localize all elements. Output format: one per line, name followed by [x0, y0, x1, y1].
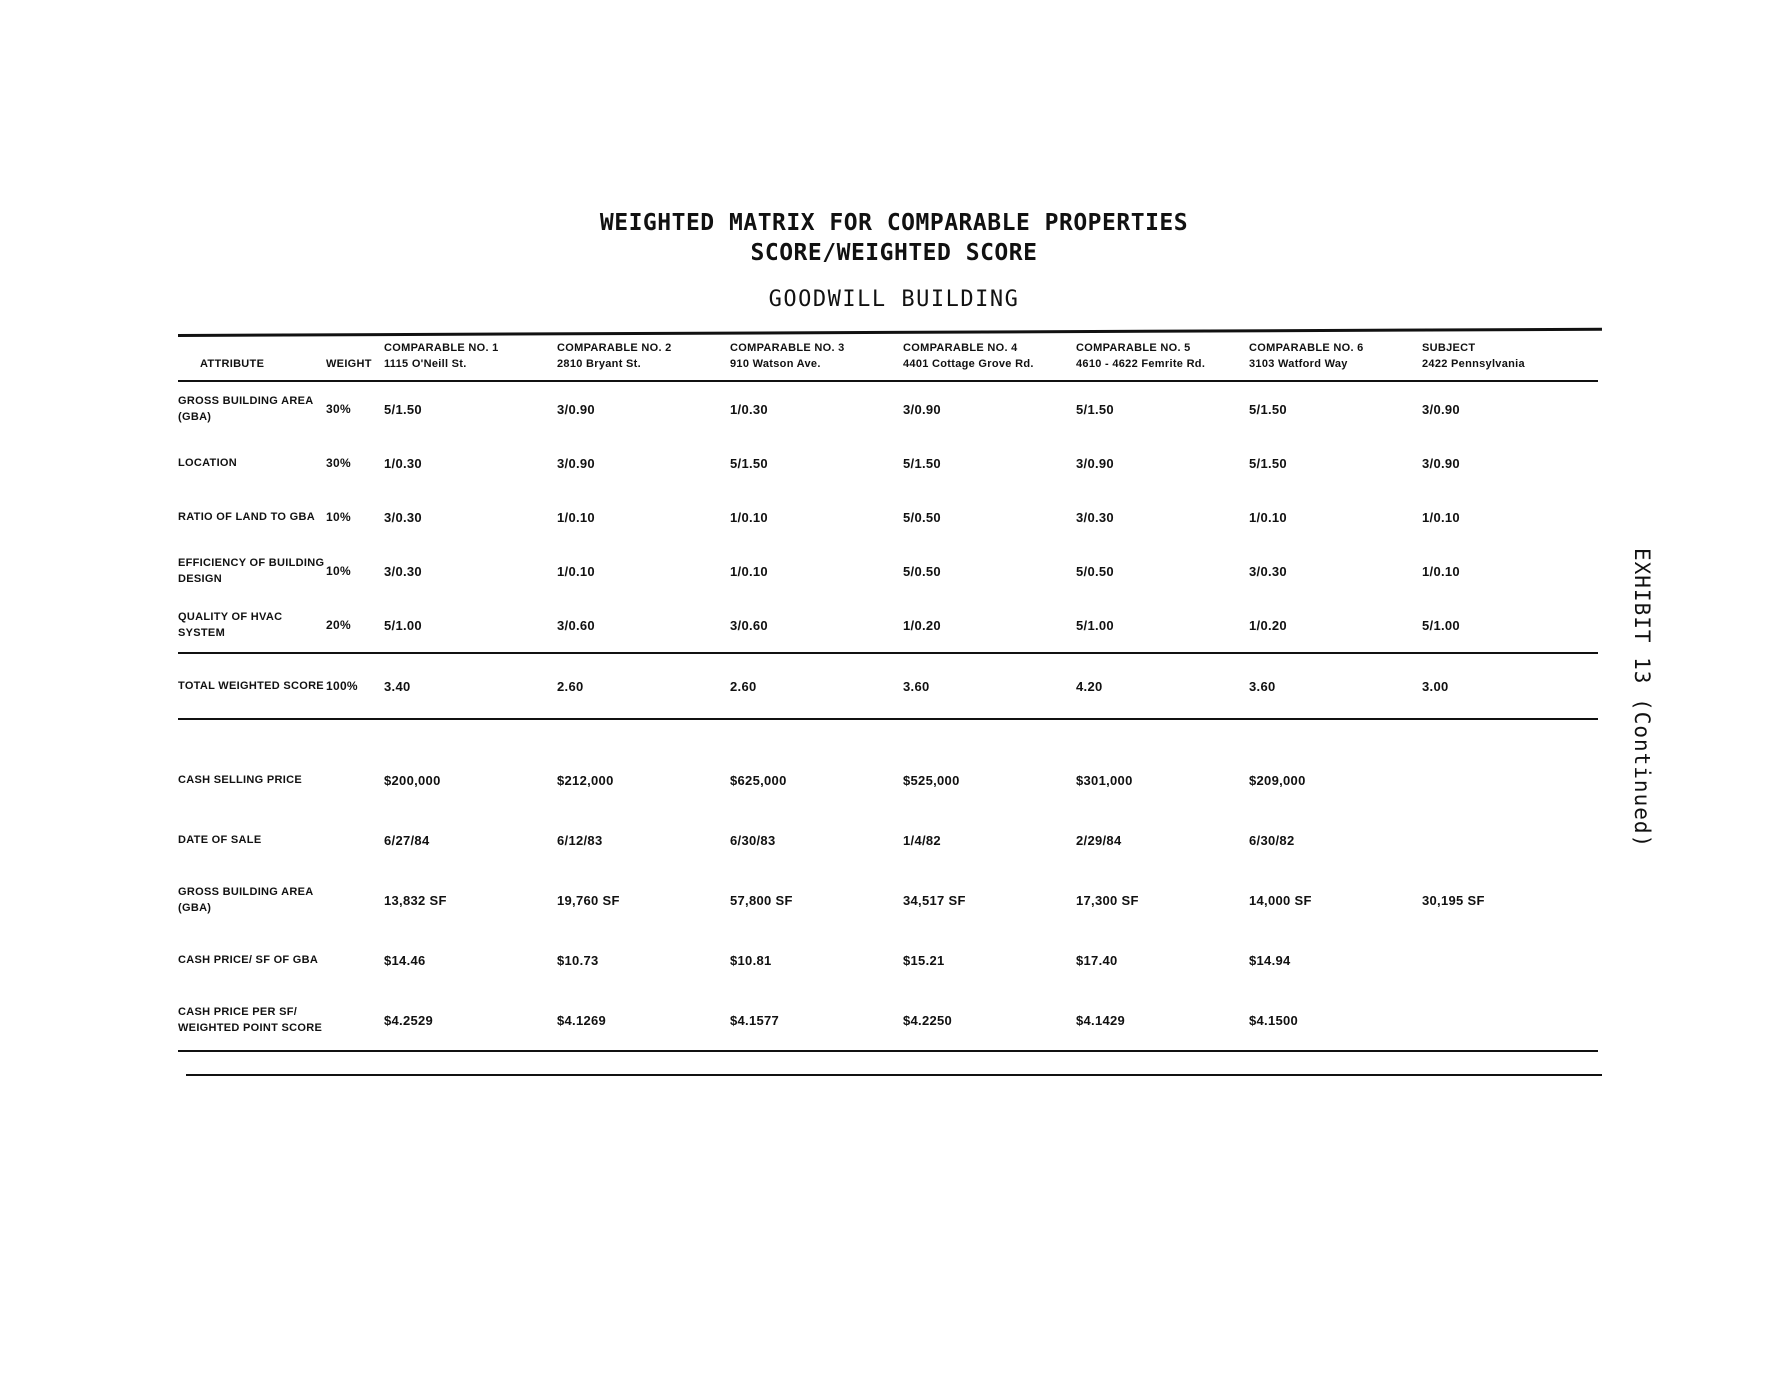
cell-value: $4.1429	[1076, 1012, 1126, 1028]
cell-value: $525,000	[903, 772, 960, 788]
cell-value: $301,000	[1076, 772, 1133, 788]
sale-row	[178, 990, 1598, 1051]
sale-row	[178, 810, 1598, 870]
sale-row	[178, 750, 1598, 810]
cell-value	[1422, 930, 1598, 990]
cell-value: 3.40	[384, 678, 411, 694]
weight-value: 20%	[326, 618, 351, 632]
cell-value: 5/0.50	[903, 563, 941, 579]
attribute-label: CASH SELLING PRICE	[178, 774, 302, 786]
attribute-header: ATTRIBUTE	[200, 358, 265, 370]
header-row	[178, 340, 1598, 381]
column-name: COMPARABLE NO. 2	[557, 342, 672, 354]
cell-value: 5/1.50	[1249, 401, 1287, 417]
cell-value: 3.00	[1422, 678, 1449, 694]
attribute-label: RATIO OF LAND TO GBA	[178, 511, 315, 523]
column-name: COMPARABLE NO. 5	[1076, 342, 1191, 354]
attribute-label: TOTAL WEIGHTED SCORE	[178, 680, 324, 692]
cell-value: 19,760 SF	[557, 892, 620, 908]
cell-value: 3/0.60	[557, 617, 595, 633]
cell-value: $10.73	[557, 952, 599, 968]
column-header	[1076, 340, 1249, 381]
attribute-label: GROSS BUILDING AREA (GBA)	[178, 395, 314, 423]
score-row	[178, 544, 1598, 598]
column-header	[557, 340, 730, 381]
cell-value: 5/1.00	[1076, 617, 1114, 633]
title-line-2: SCORE/WEIGHTED SCORE	[750, 240, 1038, 266]
column-name: SUBJECT	[1422, 342, 1476, 354]
cell-value	[1422, 810, 1598, 870]
cell-value: 30,195 SF	[1422, 892, 1485, 908]
cell-value	[1422, 990, 1598, 1051]
column-name: COMPARABLE NO. 6	[1249, 342, 1364, 354]
cell-value: 1/0.30	[384, 455, 422, 471]
total-row-group	[178, 653, 1598, 719]
cell-value: 5/1.50	[1249, 455, 1287, 471]
cell-value: $14.46	[384, 952, 426, 968]
cell-value: 14,000 SF	[1249, 892, 1312, 908]
column-name: COMPARABLE NO. 1	[384, 342, 499, 354]
cell-value: 1/0.10	[730, 509, 768, 525]
cell-value: 5/1.50	[903, 455, 941, 471]
cell-value: 6/30/82	[1249, 832, 1295, 848]
attribute-label: CASH PRICE/ SF OF GBA	[178, 954, 319, 966]
cell-value: 1/0.10	[557, 563, 595, 579]
column-header	[1422, 340, 1598, 381]
cell-value: 13,832 SF	[384, 892, 447, 908]
cell-value: 5/0.50	[903, 509, 941, 525]
column-address: 2810 Bryant St.	[557, 358, 641, 370]
cell-value: 5/1.00	[1422, 617, 1460, 633]
cell-value: 3/0.90	[1422, 455, 1460, 471]
attribute-label: DATE OF SALE	[178, 834, 262, 846]
cell-value: 2.60	[557, 678, 584, 694]
cell-value: 2/29/84	[1076, 832, 1122, 848]
cell-value: 1/0.10	[730, 563, 768, 579]
cell-value: $4.2250	[903, 1012, 953, 1028]
cell-value: 4.20	[1076, 678, 1103, 694]
cell-value: 6/27/84	[384, 832, 430, 848]
cell-value: $4.1577	[730, 1012, 780, 1028]
cell-value: 3/0.30	[1076, 509, 1114, 525]
cell-value: 5/0.50	[1076, 563, 1114, 579]
score-row	[178, 381, 1598, 436]
column-name: COMPARABLE NO. 3	[730, 342, 845, 354]
cell-value: 3/0.30	[1249, 563, 1287, 579]
weighted-matrix-table	[178, 340, 1598, 1052]
cell-value: 5/1.50	[730, 455, 768, 471]
cell-value: 2.60	[730, 678, 757, 694]
cell-value: 17,300 SF	[1076, 892, 1139, 908]
column-address: 910 Watson Ave.	[730, 358, 821, 370]
cell-value: 1/0.10	[1249, 509, 1287, 525]
weight-value	[326, 870, 384, 930]
sale-row	[178, 870, 1598, 930]
attribute-label: GROSS BUILDING AREA (GBA)	[178, 886, 314, 914]
cell-value: 3.60	[1249, 678, 1276, 694]
cell-value: 3/0.30	[384, 563, 422, 579]
attribute-label: LOCATION	[178, 457, 238, 469]
cell-value: 3/0.90	[1422, 401, 1460, 417]
cell-value: $4.1269	[557, 1012, 607, 1028]
document-title	[0, 208, 1788, 315]
cell-value: $4.2529	[384, 1012, 434, 1028]
cell-value: 1/0.10	[1422, 509, 1460, 525]
score-row	[178, 598, 1598, 653]
cell-value: 3/0.90	[1076, 455, 1114, 471]
cell-value: 3/0.60	[730, 617, 768, 633]
spacer-cell	[178, 719, 1598, 750]
cell-value: 6/12/83	[557, 832, 603, 848]
score-row	[178, 436, 1598, 490]
cell-value: 1/0.20	[903, 617, 941, 633]
weight-header: WEIGHT	[326, 358, 372, 370]
cell-value: 3/0.90	[557, 401, 595, 417]
weight-value: 10%	[326, 510, 351, 524]
cell-value: 3/0.90	[903, 401, 941, 417]
cell-value: 1/0.30	[730, 401, 768, 417]
cell-value: $4.1500	[1249, 1012, 1299, 1028]
column-header	[730, 340, 903, 381]
cell-value: 5/1.00	[384, 617, 422, 633]
column-header	[1249, 340, 1422, 381]
column-address: 4401 Cottage Grove Rd.	[903, 358, 1034, 370]
cell-value: 1/0.10	[1422, 563, 1460, 579]
column-address: 2422 Pennsylvania	[1422, 358, 1525, 370]
sale-rows	[178, 719, 1598, 1051]
exhibit-label: EXHIBIT 13 (Continued)	[1630, 548, 1654, 849]
column-address: 4610 - 4622 Femrite Rd.	[1076, 358, 1206, 370]
cell-value	[1422, 750, 1598, 810]
weight-value: 30%	[326, 456, 351, 470]
score-row	[178, 490, 1598, 544]
weight-value: 30%	[326, 402, 351, 416]
cell-value: $17.40	[1076, 952, 1118, 968]
cell-value: 34,517 SF	[903, 892, 966, 908]
column-address: 3103 Watford Way	[1249, 358, 1348, 370]
spacer-row	[178, 719, 1598, 750]
cell-value: 6/30/83	[730, 832, 776, 848]
cell-value: 1/0.10	[557, 509, 595, 525]
cell-value: 3.60	[903, 678, 930, 694]
cell-value: 1/4/82	[903, 832, 941, 848]
column-header	[384, 340, 557, 381]
cell-value: $15.21	[903, 952, 945, 968]
cell-value: $212,000	[557, 772, 614, 788]
building-name: GOODWILL BUILDING	[768, 287, 1020, 312]
weight-value: 100%	[326, 679, 358, 693]
score-rows	[178, 381, 1598, 653]
weight-value	[326, 810, 384, 870]
bottom-rule	[186, 1074, 1602, 1076]
cell-value: 3/0.30	[384, 509, 422, 525]
cell-value: $10.81	[730, 952, 772, 968]
column-name: COMPARABLE NO. 4	[903, 342, 1018, 354]
cell-value: $14.94	[1249, 952, 1291, 968]
cell-value: $625,000	[730, 772, 787, 788]
attribute-label: CASH PRICE PER SF/ WEIGHTED POINT SCORE	[178, 1006, 323, 1034]
column-header	[903, 340, 1076, 381]
total-row	[178, 653, 1598, 719]
attribute-label: QUALITY OF HVAC SYSTEM	[178, 611, 283, 639]
weight-value	[326, 750, 384, 810]
cell-value: $209,000	[1249, 772, 1306, 788]
weight-value	[326, 930, 384, 990]
column-address: 1115 O'Neill St.	[384, 358, 467, 370]
weight-value: 10%	[326, 564, 351, 578]
cell-value: 57,800 SF	[730, 892, 793, 908]
cell-value: $200,000	[384, 772, 441, 788]
sale-row	[178, 930, 1598, 990]
cell-value: 1/0.20	[1249, 617, 1287, 633]
cell-value: 5/1.50	[384, 401, 422, 417]
cell-value: 5/1.50	[1076, 401, 1114, 417]
title-line-1: WEIGHTED MATRIX FOR COMPARABLE PROPERTIES	[599, 210, 1189, 236]
top-rule	[178, 328, 1602, 337]
weight-value	[326, 990, 384, 1051]
cell-value: 3/0.90	[557, 455, 595, 471]
attribute-label: EFFICIENCY OF BUILDING DESIGN	[178, 557, 325, 585]
